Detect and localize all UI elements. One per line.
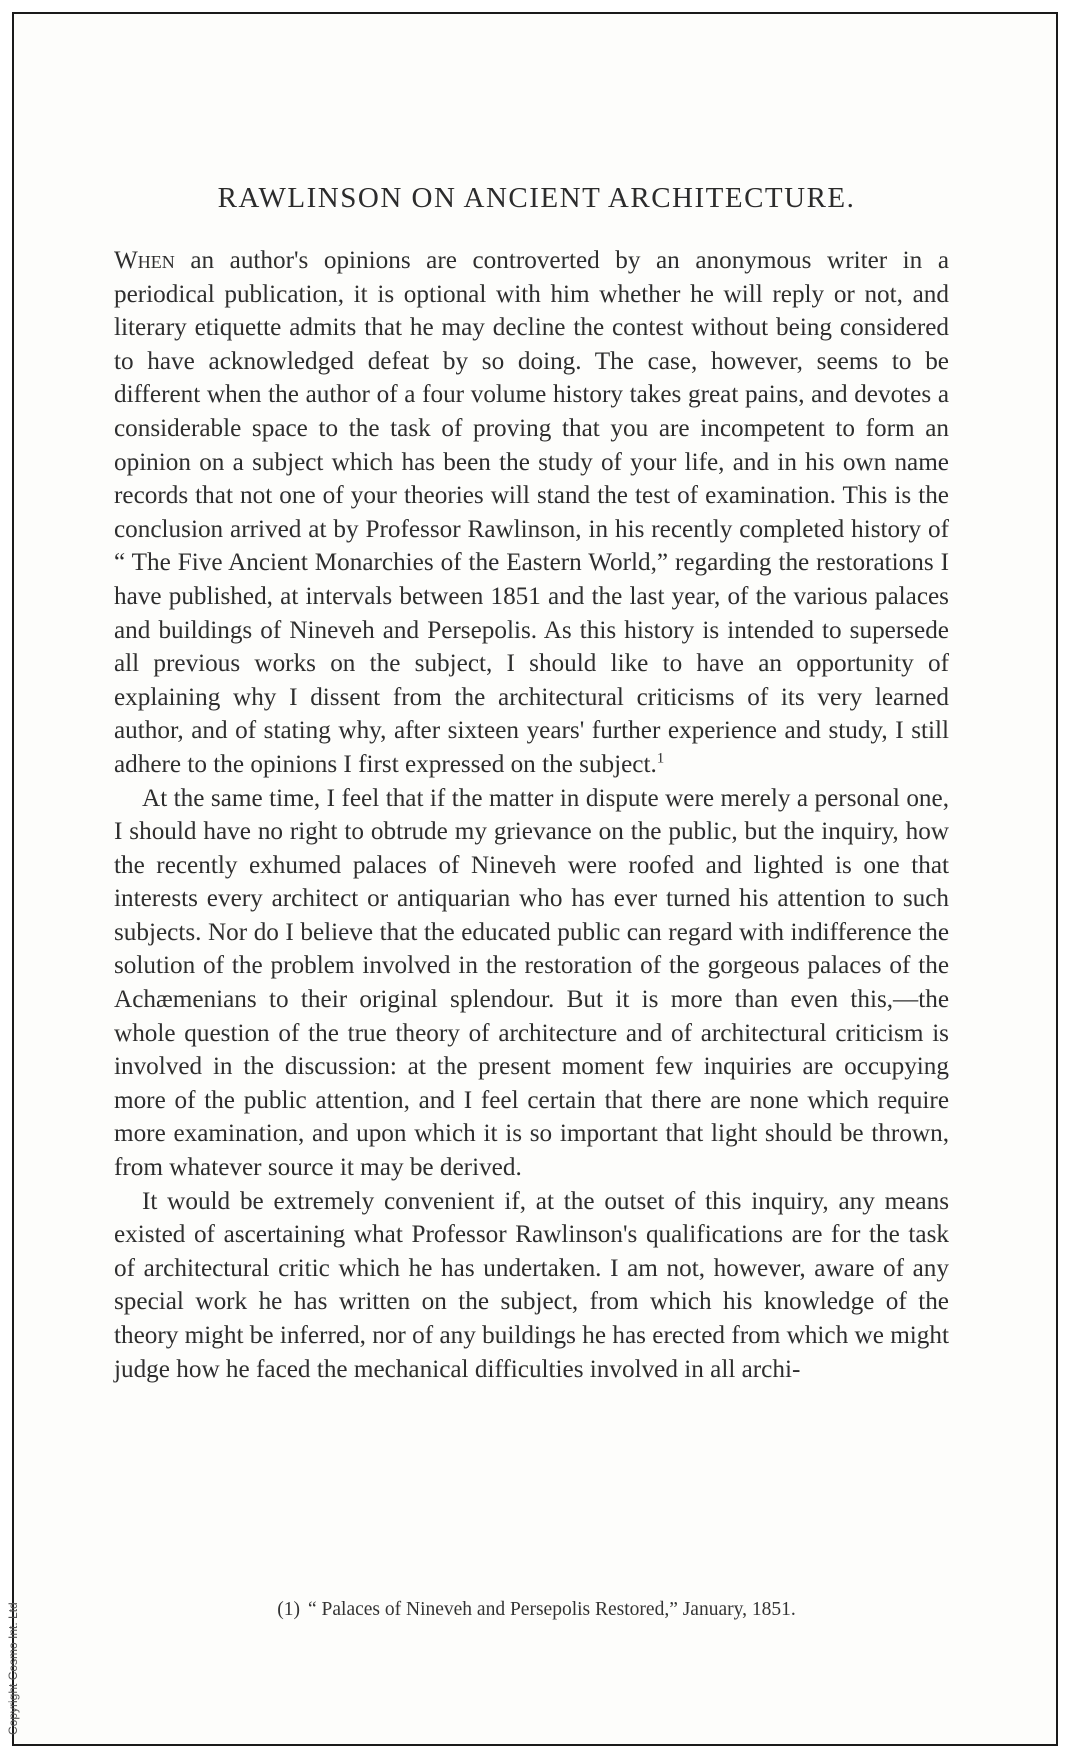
article-title: RAWLINSON ON ANCIENT ARCHITECTURE.	[217, 182, 856, 214]
opening-word: When	[114, 247, 175, 274]
copyright-watermark: Copyright Cosmo Int. Ltd	[6, 1602, 20, 1735]
footnote-reference: 1	[656, 750, 665, 767]
paragraph-1-text: an author's opinions are controverted by an anonymous writer in a periodical publication, it is optional with him whether he will reply or not, and literary etiquette admits that he may decline the contest without being considered to have acknowledged defeat by so doing. The case, however, seems to be different when the author of a four volume history takes great pains, and devotes a considerable space to the task of proving that you are incompetent to form an opinion on a subject which has been the study of your life, and in his own name records that not one of your theories will stand the test of examination. This is the conclusion arrived at by Professor Rawlinson, in his recently completed history of “ The Five Ancient Monarchies of the Eastern World,” regarding the restorations I have published, at intervals between 1851 and the last year, of the various palaces and buildings of Nineveh and Persepolis. As this history is intended to supersede all previous works on the subject, I should like to have an opportunity of explaining why I dissent from the architectural criticisms of its very learned author, and of stating why, after sixteen years' further experience and study, I still adhere to the opinions I first expressed on the subject.	[114, 247, 949, 778]
paragraph-2: At the same time, I feel that if the matter in dispute were merely a personal one, I should have no right to obtrude my grievance on the public, but the inquiry, how the recently exhumed palaces of Nineveh were roofed and lighted is one that interests every architect or antiquarian who has ever turned his attention to such subjects. Nor do I believe that the educated public can regard with indifference the solution of the problem involved in the restoration of the gorgeous palaces of the Achæmenians to their original splendour. But it is more than even this,—the whole question of the true theory of architecture and of architectural criticism is involved in the discussion: at the present moment few inquiries are occupying more of the public attention, and I feel certain that there are none which require more examination, and upon which it is so important that light should be thrown, from whatever source it may be derived.	[114, 784, 949, 1182]
paragraph-3: It would be extremely convenient if, at the outset of this inquiry, any means existed of ascertaining what Professor Rawlinson's qualifications are for the task of architectural critic which he has undertaken. I am not, however, aware of any special work he has written on the subject, from which his knowledge of the theory might be inferred, nor of any buildings he has erected from which we might judge how he faced the mechanical difficulties involved in all archi-	[114, 1187, 949, 1383]
article-body	[114, 244, 949, 1386]
footnote-text: “ Palaces of Nineveh and Persepolis Restored,” January, 1851.	[308, 1599, 796, 1620]
paragraph-1	[114, 244, 949, 782]
footnote-number: (1)	[277, 1599, 300, 1620]
footnote	[0, 1599, 1073, 1621]
